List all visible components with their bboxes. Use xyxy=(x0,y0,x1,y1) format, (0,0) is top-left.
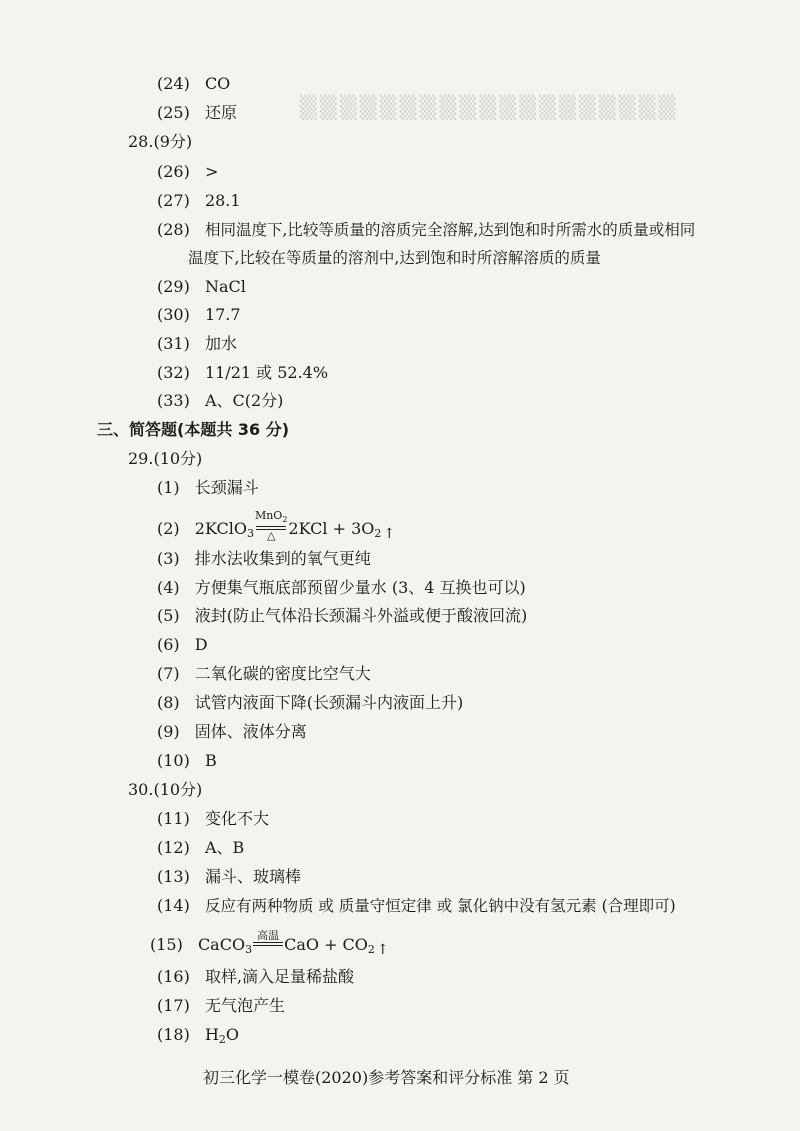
item-number: (33) xyxy=(157,391,190,410)
item-number: (26) xyxy=(157,162,190,181)
answer-text: 长颈漏斗 xyxy=(194,478,259,497)
reaction-condition: 高温 xyxy=(253,930,283,958)
item-number: (17) xyxy=(157,996,190,1015)
answer-text: 二氧化碳的密度比空气大 xyxy=(194,664,371,683)
answer-text: 试管内液面下降(长颈漏斗内液面上升) xyxy=(194,693,464,712)
item-number: (18) xyxy=(157,1025,190,1044)
section-3-title: 三、简答题(本题共 36 分) xyxy=(97,420,290,439)
answer-text: 反应有两种物质 或 质量守恒定律 或 氯化钠中没有氢元素 (合理即可) xyxy=(204,897,676,915)
answer-8 xyxy=(157,693,463,713)
answer-text: 28.1 xyxy=(204,191,241,210)
answer-32 xyxy=(157,363,328,383)
answer-12 xyxy=(157,838,244,858)
answer-25 xyxy=(157,103,237,123)
item-number: (5) xyxy=(157,606,180,625)
answer-31 xyxy=(157,334,237,354)
question-30-header: 30.(10分) xyxy=(128,780,203,799)
answer-text: D xyxy=(194,635,208,654)
answer-text: 17.7 xyxy=(204,305,241,324)
answer-text: 取样,滴入足量稀盐酸 xyxy=(204,967,355,986)
answer-text: 液封(防止气体沿长颈漏斗外溢或便于酸液回流) xyxy=(194,606,528,625)
reactant: CaCO$_3$ xyxy=(197,935,253,956)
answer-2-equation xyxy=(157,509,396,544)
answer-4 xyxy=(157,578,526,598)
answer-29 xyxy=(157,277,246,297)
answer-text: 加水 xyxy=(204,334,237,353)
reaction-condition: MnO$_2$ △ xyxy=(254,509,288,542)
answer-27 xyxy=(157,191,241,211)
products: $2KCl + 3O_2$ xyxy=(288,519,382,540)
item-number: (4) xyxy=(157,578,180,597)
answer-text: 排水法收集到的氧气更纯 xyxy=(194,549,371,568)
answer-9 xyxy=(157,722,307,742)
item-number: (1) xyxy=(157,478,180,497)
answer-text: 方便集气瓶底部预留少量水 (3、4 互换也可以) xyxy=(194,578,526,597)
answer-text: 漏斗、玻璃棒 xyxy=(204,867,301,886)
answer-5 xyxy=(157,606,527,626)
answer-text: A、C(2分) xyxy=(204,391,284,410)
products: CaO + $CO_2$ xyxy=(284,935,375,956)
answer-7 xyxy=(157,664,371,684)
answer-28-continued: 温度下,比较在等质量的溶剂中,达到饱和时所溶解溶质的质量 xyxy=(188,249,601,267)
answer-text: B xyxy=(204,751,217,770)
answer-text: 11/21 或 52.4% xyxy=(204,363,329,382)
item-number: (29) xyxy=(157,277,190,296)
item-number: (8) xyxy=(157,693,180,712)
answer-13 xyxy=(157,867,301,887)
item-number: (3) xyxy=(157,549,180,568)
chemical-equation xyxy=(194,509,396,544)
gas-arrow-icon: ↑ xyxy=(383,526,396,542)
item-number: (31) xyxy=(157,334,190,353)
item-number: (32) xyxy=(157,363,190,382)
item-number: (30) xyxy=(157,305,190,324)
answer-text: 相同温度下,比较等质量的溶质完全溶解,达到饱和时所需水的质量或相同 xyxy=(204,221,696,239)
item-number: (14) xyxy=(157,896,190,915)
item-number: (11) xyxy=(157,809,190,828)
item-number: (27) xyxy=(157,191,190,210)
gas-arrow-icon: ↑ xyxy=(376,942,389,958)
answer-text: CO xyxy=(204,74,231,93)
question-29-header: 29.(10分) xyxy=(128,449,203,468)
item-number: (10) xyxy=(157,751,190,770)
chemical-equation xyxy=(197,929,389,960)
answer-30 xyxy=(157,305,241,325)
answer-1 xyxy=(157,478,259,498)
bleed-through-heading: ▒▒▒▒▒▒▒▒▒▒▒▒▒▒▒▒▒▒▒ xyxy=(300,96,679,121)
answer-text: 固体、液体分离 xyxy=(194,722,307,741)
answer-18 xyxy=(157,1025,239,1050)
item-number: (13) xyxy=(157,867,190,886)
answer-15-equation xyxy=(150,929,389,960)
answer-17 xyxy=(157,996,285,1016)
page-footer: 初三化学一模卷(2020)参考答案和评分标准 第 2 页 xyxy=(203,1068,570,1087)
question-28-header: 28.(9分) xyxy=(128,132,193,151)
item-number: (7) xyxy=(157,664,180,683)
answer-3 xyxy=(157,549,371,569)
answer-24 xyxy=(157,74,230,94)
answer-text: 无气泡产生 xyxy=(204,996,285,1015)
reactant: 2KClO$_3$ xyxy=(194,519,254,540)
answer-text: > xyxy=(204,162,219,181)
answer-26 xyxy=(157,162,218,182)
item-number: (12) xyxy=(157,838,190,857)
item-number: (16) xyxy=(157,967,190,986)
item-number: (6) xyxy=(157,635,180,654)
answer-11 xyxy=(157,809,269,829)
answer-text: 还原 xyxy=(204,103,237,122)
item-number: (28) xyxy=(157,220,190,239)
answer-10 xyxy=(157,751,217,771)
answer-33 xyxy=(157,391,283,411)
answer-28 xyxy=(157,220,695,240)
answer-16 xyxy=(157,967,354,987)
answer-text: 变化不大 xyxy=(204,809,269,828)
answer-text: $H_2O$ xyxy=(204,1025,240,1046)
item-number: (15) xyxy=(150,935,183,954)
answer-6 xyxy=(157,635,208,655)
item-number: (9) xyxy=(157,722,180,741)
item-number: (25) xyxy=(157,103,190,122)
item-number: (24) xyxy=(157,74,190,93)
answer-text: A、B xyxy=(204,838,245,857)
answer-text: NaCl xyxy=(204,277,246,296)
item-number: (2) xyxy=(157,519,180,538)
answer-14 xyxy=(157,896,676,916)
